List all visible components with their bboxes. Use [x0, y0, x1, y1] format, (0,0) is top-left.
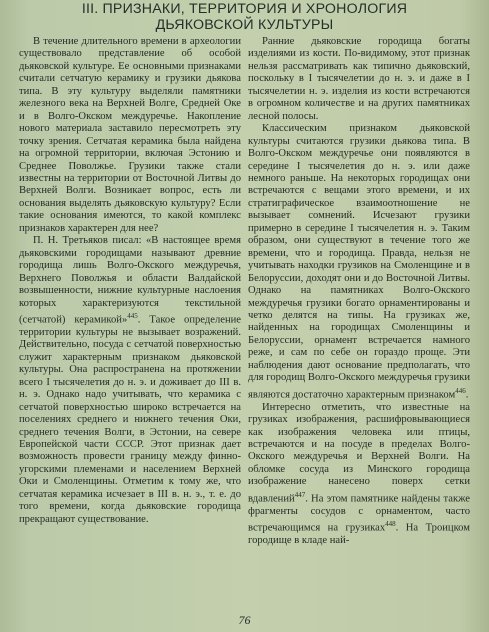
footnote-ref: 448 [385, 520, 396, 529]
footnote-ref: 445 [127, 311, 138, 320]
paragraph [248, 402, 470, 548]
footnote-ref: 447 [294, 490, 306, 499]
paragraph-text: . [465, 389, 469, 401]
paragraph: В течение длительного времени в археологии существовало представление об особой дьяковской культуре. Ее основными признаками считали сетчатую керамику и грузики дьякова типа. В эту культуру выделяли памятники железного века на Верхней Волге, Средней Оке и в Волго-Окском междуречье. Накопление нового материала заставило пересмотреть эту точку зрения. Сетчатая керамика была найдена на огромной территории, включая Эстонию и Среднее Поволжье. Грузики также стали известны на территории от Восточной Литвы до Верхней Волги. Возникает вопрос, есть ли основания выделять дьяковскую культуру? Если такие основания имеются, то какой комплекс признаков характерен для нее? [19, 36, 241, 234]
chapter-heading-line-2: ДЬЯКОВСКОЙ КУЛЬТУРЫ [155, 17, 334, 33]
paragraph-text: . На этом памятнике найдены также фрагменты сосудов с орнаментом, часто встречающимся на грузиках [248, 493, 470, 534]
paragraph-text: Классическим признаком дьяковской культуры считаются грузики дьякова типа. В Волго-Окском междуречье они появляются в середине I тысячелетия до н. э. или даже немного раньше. На некоторых городищах они встречаются с вещами этого времени, и их стратиграфическое взаимоотношение не вызывает сомнений. Исчезают грузики примерно в середине I тысячелетия н. э. Таким образом, они существуют в течение того же времени, что и городища. Правда, нельзя не учитывать находки грузиков на Смоленщине и в Белоруссии, доходят они и до Восточной Литвы. Однако на памятниках Волго-Окского междуречья грузики богато орнаментированы и четко делятся на типы. На грузиках же, найденных на городищах Смоленщины и Белоруссии, орнамент встречается намного реже, и сам по себе он гораздо проще. Эти наблюдения дают основание предполагать, что для городищ Волго-Окского междуречья грузики являются достаточно характерным признаком [248, 123, 470, 401]
paragraph-text: . Такое определение территории культуры не вызывает возражений. Действительно, посуда с сетчатой поверхностью служит характерным признаком дьяковской культуры. Она распространена на протяжении всего I тысячелетия до н. э. и доживает до III в. н. э. Однако надо учитывать, что керамика с сетчатой поверхностью широко встречается на поселениях среднего и нижнего течения Оки, среднего течения Волги, в Эстонии, на севере Европейской части СССР. Этот признак дает возможность провести границу между финно-угорскими племенами и населением Верхней Оки и Смоленщины. Отметим к тому же, что сетчатая керамика исчезает в III в. н. э., т. е. до того времени, когда дьяковские городища прекращают существование. [19, 314, 241, 525]
paragraph [248, 123, 470, 402]
chapter-heading [40, 1, 449, 33]
paragraph-text: . На Троицком городище в кладе най- [248, 522, 470, 547]
left-text-column [19, 36, 241, 526]
right-text-column [248, 36, 470, 548]
paragraph-text: Интересно отметить, что известные на грузиках изображения, расшифровывающиеся как изображения человека или птицы, встречаются и на посуде в пределах Волго-Окского междуречья и Верхней Волги. На обломке сосуда из Минского городища изображение нанесено поверх сетки вдавлений [248, 401, 470, 505]
paragraph [19, 235, 241, 526]
footnote-ref: 446 [455, 386, 466, 395]
paragraph-text: П. Н. Третьяков писал: «В настоящее время дьяковскими городищами называют древние городища лишь Волго-Окского междуречья, Верхнего Поволжья и области Валдайской возвышенности, нижние культурные наслоения которых характеризуются текстильной (сетчатой) керамикой» [19, 235, 241, 326]
chapter-heading-line-1: III. ПРИЗНАКИ, ТЕРРИТОРИЯ И ХРОНОЛОГИЯ [81, 1, 408, 17]
paragraph: Ранние дьяковские городища богаты изделиями из кости. По-видимому, этот признак нельзя рассматривать как типично дьяковский, поскольку в I тысячелетии до н. э. и даже в I тысячелетии н. э. изделия из кости встречаются в огромном количестве и на других памятниках лесной полосы. [248, 36, 470, 122]
page-number: 76 [238, 613, 251, 627]
